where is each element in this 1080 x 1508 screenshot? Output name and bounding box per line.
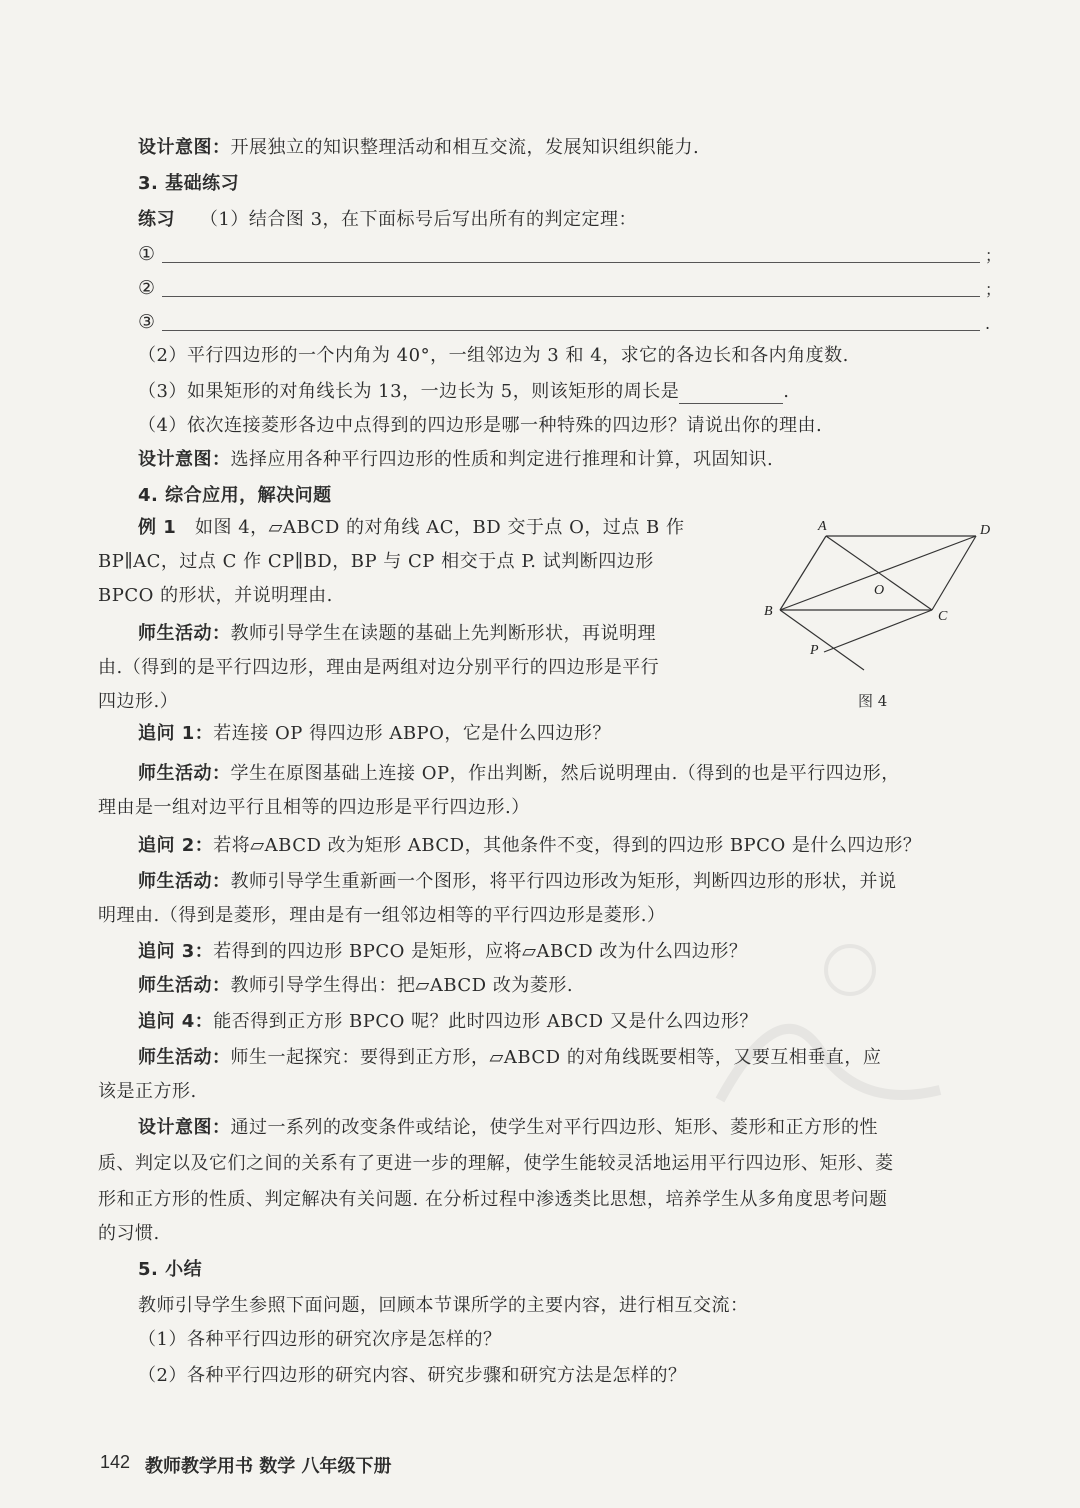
example-line-1 — [138, 516, 685, 540]
page-number: 142 — [100, 1452, 131, 1472]
design-intent-3-line-1 — [138, 1116, 878, 1140]
example-line-2: BP∥AC，过点 C 作 CP∥BD，BP 与 CP 相交于点 P. 试判断四边形 — [98, 551, 654, 572]
design-intent-3-line-4: 的习惯. — [98, 1223, 160, 1244]
activity-label: 师生活动： — [138, 975, 231, 996]
example-line-1-text: 如图 4，▱ABCD 的对角线 AC，BD 交于点 O，过点 B 作 — [194, 517, 685, 538]
followup-text: 若将▱ABCD 改为矩形 ABCD，其他条件不变，得到的四边形 BPCO 是什么四边形？ — [213, 835, 922, 856]
summary-q1: （1）各种平行四边形的研究次序是怎样的？ — [138, 1329, 502, 1350]
activity-2-line-1 — [138, 762, 900, 786]
design-intent-3-line-2: 质、判定以及它们之间的关系有了更进一步的理解，使学生能较灵活地运用平行四边形、矩形、菱 — [98, 1153, 894, 1174]
design-intent-label: 设计意图： — [138, 449, 231, 470]
followup-label: 追问 3： — [138, 941, 214, 962]
activity-1-text: 教师引导学生在读题的基础上先判断形状，再说明理 — [230, 623, 656, 644]
blank-2-end: ； — [985, 280, 1002, 299]
exercise-label: 练习 — [138, 209, 175, 230]
followup-3 — [138, 940, 747, 964]
blank-1-end: ； — [985, 246, 1002, 265]
activity-5-line-2: 该是正方形. — [98, 1081, 197, 1102]
blank-2-mark: ② — [138, 277, 156, 299]
summary-q2: （2）各种平行四边形的研究内容、研究步骤和研究方法是怎样的？ — [138, 1365, 687, 1386]
point-o-label: O — [874, 583, 885, 598]
followup-label: 追问 1： — [138, 723, 214, 744]
design-intent-label: 设计意图： — [138, 137, 231, 158]
activity-2-text: 学生在原图基础上连接 OP，作出判断，然后说明理由.（得到的也是平行四边形， — [230, 763, 900, 784]
edge-ab — [780, 536, 826, 610]
blank-1-mark: ① — [138, 243, 156, 265]
section-4-title: 4. 综合应用，解决问题 — [138, 485, 332, 506]
activity-label: 师生活动： — [138, 1047, 231, 1068]
activity-5-line-1 — [138, 1046, 881, 1070]
exercise-q1-text: （1）结合图 3，在下面标号后写出所有的判定定理： — [199, 209, 638, 230]
activity-3-text: 教师引导学生重新画一个图形，将平行四边形改为矩形，判断四边形的形状，并说 — [230, 871, 897, 892]
activity-2-line-2: 理由是一组对边平行且相等的四边形是平行四边形.） — [98, 797, 530, 818]
figure-4-caption: 图 4 — [858, 692, 888, 710]
design-intent-text: 选择应用各种平行四边形的性质和判定进行推理和计算，巩固知识. — [230, 449, 774, 470]
followup-text: 能否得到正方形 BPCO 呢？此时四边形 ABCD 又是什么四边形？ — [213, 1011, 758, 1032]
design-intent-3-line-3: 形和正方形的性质、判定解决有关问题. 在分析过程中渗透类比思想，培养学生从多角度思考问题 — [98, 1189, 888, 1210]
followup-text: 若连接 OP 得四边形 ABPO，它是什么四边形？ — [213, 723, 611, 744]
activity-label: 师生活动： — [138, 623, 231, 644]
blank-2-line[interactable] — [162, 296, 980, 297]
activity-5-text: 师生一起探究：要得到正方形，▱ABCD 的对角线既要相等，又要互相垂直，应 — [230, 1047, 882, 1068]
book-title: 教师教学用书 数学 八年级下册 — [145, 1456, 392, 1477]
exercise-q1 — [138, 208, 637, 232]
point-c-label: C — [938, 609, 948, 624]
diagonal-bd — [780, 536, 976, 610]
exercise-q3-text: （3）如果矩形的对角线长为 13，一边长为 5，则该矩形的周长是 — [138, 381, 680, 402]
exercise-q3-end: . — [783, 381, 790, 402]
point-b-label: B — [764, 604, 773, 619]
example-line-3: BPCO 的形状，并说明理由. — [98, 585, 333, 606]
design-intent-text: 开展独立的知识整理活动和相互交流，发展知识组织能力. — [230, 137, 700, 158]
activity-4-text: 教师引导学生得出：把▱ABCD 改为菱形. — [230, 975, 574, 996]
point-p-label: P — [810, 643, 819, 658]
section-5-title: 5. 小结 — [138, 1259, 203, 1280]
followup-label: 追问 2： — [138, 835, 214, 856]
point-d-label: D — [980, 523, 991, 538]
activity-label: 师生活动： — [138, 763, 231, 784]
figure-4-diagram — [760, 512, 1000, 682]
activity-3-line-1 — [138, 870, 897, 894]
activity-1-line-2: 由.（得到的是平行四边形，理由是两组对边分别平行的四边形是平行 — [98, 657, 660, 678]
blank-3-mark: ③ — [138, 311, 156, 333]
summary-intro: 教师引导学生参照下面问题，回顾本节课所学的主要内容，进行相互交流： — [138, 1295, 749, 1316]
blank-3-line[interactable] — [162, 330, 980, 331]
design-intent-1 — [138, 136, 699, 160]
followup-4 — [138, 1010, 758, 1034]
line-cp — [824, 610, 932, 652]
section-3-title: 3. 基础练习 — [138, 173, 240, 194]
exercise-q2: （2）平行四边形的一个内角为 40°，一组邻边为 3 和 4，求它的各边长和各内角度数. — [138, 345, 849, 366]
activity-4 — [138, 974, 573, 998]
followup-label: 追问 4： — [138, 1011, 214, 1032]
activity-3-line-2: 明理由.（得到是菱形，理由是有一组邻边相等的平行四边形是菱形.） — [98, 905, 666, 926]
line-bp — [780, 610, 864, 670]
followup-2 — [138, 834, 921, 858]
point-a-label: A — [818, 519, 827, 534]
activity-1-line-1 — [138, 622, 656, 646]
followup-1 — [138, 722, 611, 746]
design-intent-label: 设计意图： — [138, 1117, 231, 1138]
edge-cd — [932, 536, 976, 610]
followup-text: 若得到的四边形 BPCO 是矩形，应将▱ABCD 改为什么四边形？ — [213, 941, 748, 962]
blank-3-end: . — [985, 314, 991, 333]
q3-answer-blank[interactable] — [679, 385, 783, 404]
exercise-q4: （4）依次连接菱形各边中点得到的四边形是哪一种特殊的四边形？请说出你的理由. — [138, 415, 823, 436]
example-label: 例 1 — [138, 517, 177, 538]
blank-1-line[interactable] — [162, 262, 980, 263]
design-intent-2 — [138, 448, 773, 472]
design-intent-text: 通过一系列的改变条件或结论，使学生对平行四边形、矩形、菱形和正方形的性 — [230, 1117, 878, 1138]
activity-1-line-3: 四边形.） — [98, 691, 179, 712]
activity-label: 师生活动： — [138, 871, 231, 892]
exercise-q3 — [138, 380, 789, 404]
